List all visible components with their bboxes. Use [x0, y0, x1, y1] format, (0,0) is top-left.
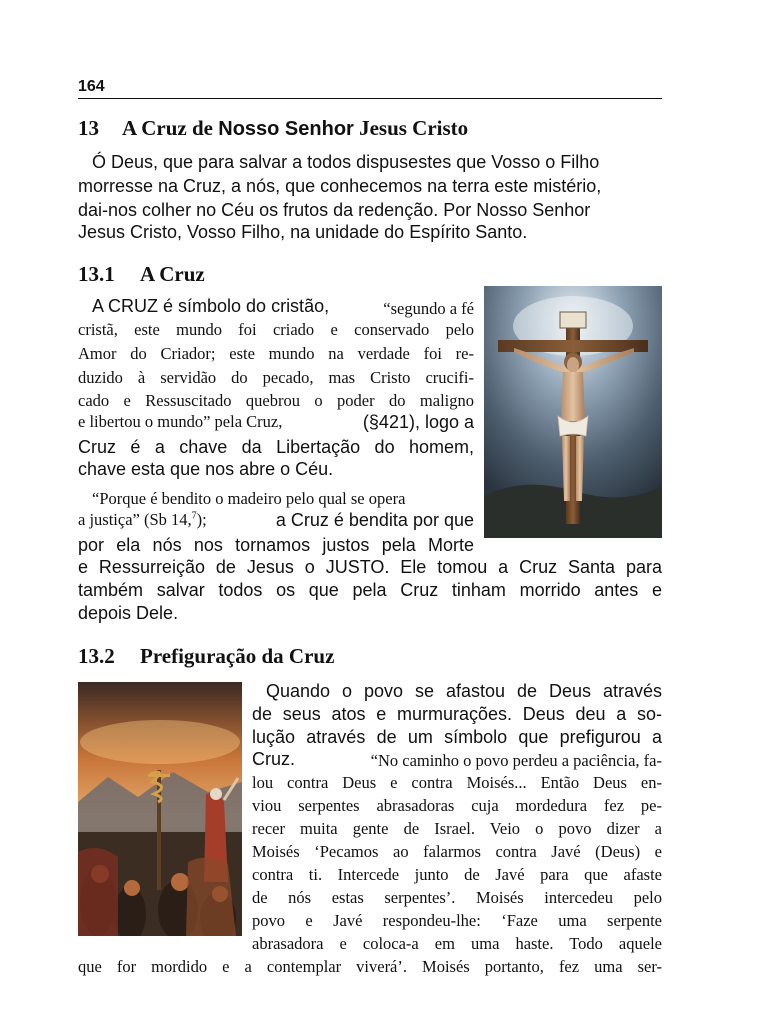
section-title: Prefiguração da Cruz — [140, 644, 335, 668]
section-title-part-b: Nosso Senhor — [218, 118, 354, 140]
text-segment: a justiça” (Sb 14, — [78, 510, 192, 529]
text-line: Cruz é a chave da Libertação do homem, — [78, 437, 474, 457]
bronze-serpent-illustration — [78, 682, 242, 936]
prayer-line: dai-nos colher no Céu os frutos da redenção. Por Nosso Senhor — [78, 200, 591, 220]
text-line: de seus atos e murmurações. Deus deu a so- — [252, 704, 662, 724]
text-line: abrasadora e coloca-a em uma haste. Todo aquele — [252, 934, 662, 953]
header-rule — [78, 98, 662, 99]
text-line: depois Dele. — [78, 603, 179, 623]
text-segment: ); — [196, 510, 207, 529]
text-line: por ela nós nos tornamos justos pela Morte — [78, 535, 474, 555]
text-line: lução através de um símbolo que prefigurou a — [252, 727, 662, 747]
bronze-serpent-image — [78, 682, 242, 936]
prayer-line: Ó Deus, que para salvar a todos dispusestes que Vosso o Filho — [92, 152, 600, 172]
prayer-line: morresse na Cruz, a nós, que conhecemos na terra este mistério, — [78, 176, 602, 196]
crucifix-image — [484, 286, 662, 538]
text-line: Amor do Criador; este mundo na verdade foi re- — [78, 344, 474, 363]
section-title-part-a: A Cruz de — [122, 116, 213, 140]
text-line — [78, 510, 474, 530]
text-line: contra ti. Intercede junto de Javé para que afaste — [252, 865, 662, 884]
text-line: lou contra Deus e contra Moisés... Então Deus en- — [252, 773, 662, 792]
text-line: Moisés ‘Pecamos ao falarmos contra Javé (Deus) e — [252, 842, 662, 861]
section-number: 13.1 — [78, 262, 115, 286]
text-segment: “No caminho o povo perdeu a paciência, fa- — [370, 751, 662, 770]
footnote-marker: 7 — [191, 510, 197, 522]
section-13-heading — [78, 116, 468, 141]
text-line: Quando o povo se afastou de Deus através — [266, 681, 662, 701]
text-line — [252, 749, 662, 770]
section-title: A Cruz — [140, 262, 205, 286]
text-line: que for mordido e a contemplar viverá’. Moisés portanto, fez uma ser- — [78, 957, 662, 976]
text-line: de nós estas serpentes’. Moisés intercedeu pelo — [252, 888, 662, 907]
section-number: 13 — [78, 116, 99, 140]
text-line: viou serpentes abrasadoras cuja mordedura fez pe- — [252, 796, 662, 815]
text-segment: Cruz. — [252, 749, 296, 769]
page-number: 164 — [78, 78, 105, 95]
text-segment: e libertou o mundo” pela Cruz, — [78, 412, 283, 431]
text-line — [92, 296, 474, 317]
text-line — [78, 412, 474, 432]
section-13-1-heading — [78, 262, 205, 287]
section-number: 13.2 — [78, 644, 115, 668]
text-segment: a Cruz é bendita por que — [275, 510, 474, 530]
prayer-line: Jesus Cristo, Vosso Filho, na unidade do Espírito Santo. — [78, 222, 528, 242]
text-line: duzido à servidão do pecado, mas Cristo crucifi- — [78, 368, 474, 387]
crucifix-illustration — [484, 286, 662, 538]
text-line: “Porque é bendito o madeiro pelo qual se opera — [92, 489, 406, 508]
text-segment: (§421), logo a — [362, 412, 474, 432]
text-line: chave esta que nos abre o Céu. — [78, 459, 334, 479]
text-segment: A CRUZ é símbolo do cristão, — [92, 296, 330, 316]
text-line: e Ressurreição de Jesus o JUSTO. Ele tomou a Cruz Santa para — [78, 557, 662, 577]
text-segment: “segundo a fé — [383, 299, 474, 318]
text-line: também salvar todos os que pela Cruz tinham morrido antes e — [78, 580, 662, 600]
text-line: povo e Javé respondeu-lhe: ‘Faze uma serpente — [252, 911, 662, 930]
text-line: cristã, este mundo foi criado e conservado pelo — [78, 320, 474, 339]
text-line: cado e Ressuscitado quebrou o poder do maligno — [78, 391, 474, 410]
text-line: recer muita gente de Israel. Veio o povo dizer a — [252, 819, 662, 838]
section-13-2-heading — [78, 644, 334, 669]
section-title-part-c: Jesus Cristo — [359, 116, 469, 140]
